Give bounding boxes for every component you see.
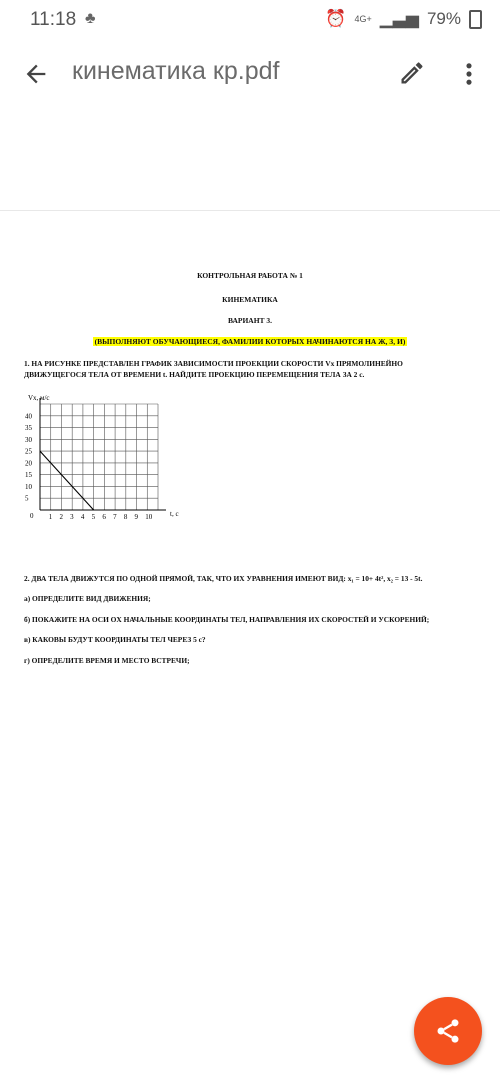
x-tick-label: 1 xyxy=(48,513,53,521)
question-2c: в) КАКОВЫ БУДУТ КООРДИНАТЫ ТЕЛ ЧЕРЕЗ 5 с? xyxy=(24,635,206,644)
status-time: 11:18 xyxy=(30,9,77,30)
question-2: 2. ДВА ТЕЛА ДВИЖУТСЯ ПО ОДНОЙ ПРЯМОЙ, ТАК, ЧТО ИХ УРАВНЕНИЯ ИМЕЮТ ВИД: x₁ = 10+ 4t², x₂ = 13 - 5t. xyxy=(24,574,423,583)
velocity-line xyxy=(40,451,94,510)
page-divider xyxy=(0,210,500,211)
y-tick-label: 30 xyxy=(25,435,32,444)
question-2b: б) ПОКАЖИТЕ НА ОСИ OX НАЧАЛЬНЫЕ КООРДИНАТЫ ТЕЛ, НАПРАВЛЕНИЯ ИХ СКОРОСТЕЙ И УСКОРЕНИЙ; xyxy=(24,615,430,624)
battery-icon xyxy=(469,10,482,29)
highlight-note xyxy=(0,337,500,346)
x-tick-label: 7 xyxy=(113,513,117,521)
notification-icon: ♣ xyxy=(85,10,96,27)
x-tick-label: 10 xyxy=(145,513,153,521)
status-indicators xyxy=(325,9,482,29)
y-tick-label: 20 xyxy=(25,459,32,468)
x-axis-label: t, с xyxy=(170,510,179,518)
heading-test: КОНТРОЛЬНАЯ РАБОТА № 1 xyxy=(197,271,303,280)
edit-pencil-icon[interactable] xyxy=(398,59,426,87)
page-gap xyxy=(0,108,500,212)
velocity-time-chart xyxy=(20,390,220,540)
x-tick-label: 6 xyxy=(102,513,106,521)
y-tick-label: 25 xyxy=(25,447,32,456)
y-tick-label: 35 xyxy=(25,424,32,433)
y-tick-label: 15 xyxy=(25,471,32,480)
more-options-icon[interactable] xyxy=(462,60,476,88)
y-tick-label: 5 xyxy=(25,494,29,503)
question-2a: а) ОПРЕДЕЛИТЕ ВИД ДВИЖЕНИЯ; xyxy=(24,594,151,603)
x-tick-label: 5 xyxy=(91,513,96,521)
x-tick-label: 2 xyxy=(59,513,63,521)
question-1-line-2: ДВИЖУЩЕГОСЯ ТЕЛА ОТ ВРЕМЕНИ t. НАЙДИТЕ ПРОЕКЦИЮ ПЕРЕМЕЩЕНИЯ ТЕЛА ЗА 2 с. xyxy=(24,370,365,379)
y-tick-label: 40 xyxy=(25,412,32,421)
app-bar xyxy=(0,40,500,108)
y-axis-label: Vx, м/с xyxy=(28,394,50,402)
pdf-page xyxy=(0,212,500,1084)
battery-label: 79% xyxy=(426,9,461,28)
back-arrow-icon[interactable] xyxy=(22,60,50,88)
x-tick-label: 4 xyxy=(80,513,85,521)
question-2d: г) ОПРЕДЕЛИТЕ ВРЕМЯ И МЕСТО ВСТРЕЧИ; xyxy=(24,656,190,665)
share-icon xyxy=(434,1017,462,1045)
heading-topic: КИНЕМАТИКА xyxy=(222,295,278,304)
heading-variant: ВАРИАНТ 3. xyxy=(227,316,273,325)
document-title: кинематика кр.pdf xyxy=(72,57,280,85)
signal-icon: ▁▃▅ xyxy=(379,9,419,28)
x-tick-label: 9 xyxy=(134,513,139,521)
question-1-line-1: 1. НА РИСУНКЕ ПРЕДСТАВЛЕН ГРАФИК ЗАВИСИМОСТИ ПРОЕКЦИИ СКОРОСТИ Vx ПРЯМОЛИНЕЙНО xyxy=(24,359,403,368)
network-label: 4G+ xyxy=(354,14,372,24)
y-tick-label: 10 xyxy=(25,482,32,491)
x-tick-label: 8 xyxy=(123,513,128,521)
alarm-icon: ⏰ xyxy=(325,9,347,28)
highlight-text: (ВЫПОЛНЯЮТ ОБУЧАЮЩИЕСЯ, ФАМИЛИИ КОТОРЫХ НАЧИНАЮТСЯ НА Ж, З, И) xyxy=(94,337,406,346)
status-bar xyxy=(0,0,500,40)
share-button[interactable] xyxy=(414,997,482,1065)
origin-label: 0 xyxy=(30,512,34,520)
x-tick-label: 3 xyxy=(70,513,74,521)
